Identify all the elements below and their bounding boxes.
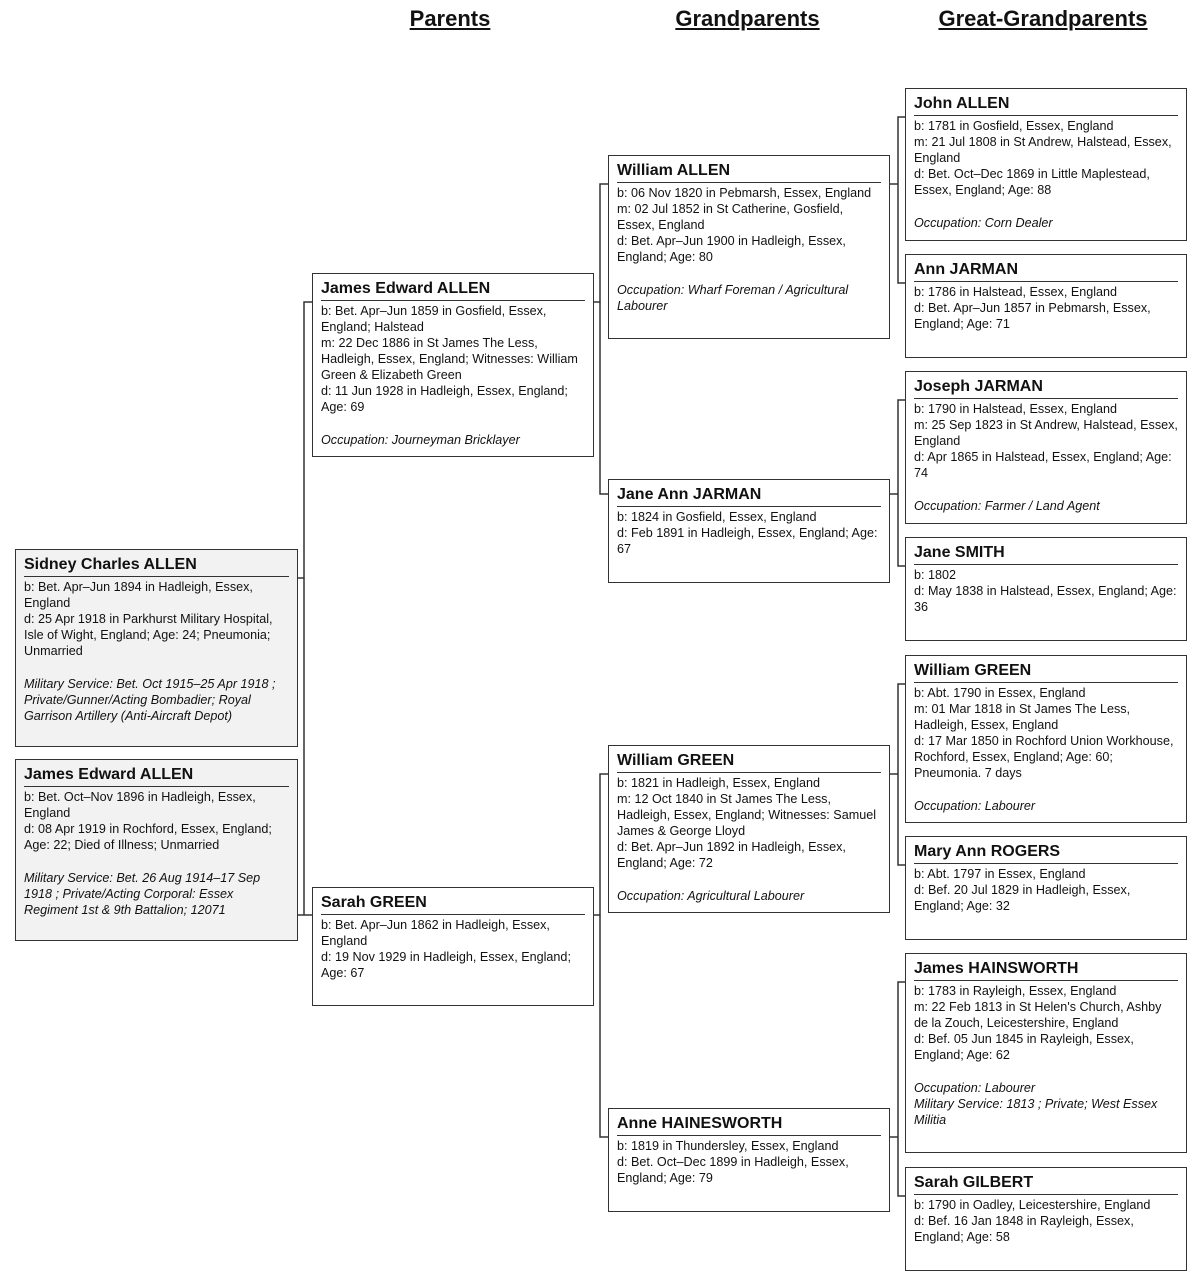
birth-line: b: 1790 in Halstead, Essex, England (914, 402, 1118, 416)
birth-line: b: Bet. Oct–Nov 1896 in Hadleigh, Essex, England (24, 790, 256, 820)
person-card-sarah-gilbert[interactable] (905, 1167, 1187, 1271)
occupation-note: Occupation: Labourer (914, 799, 1036, 813)
death-line: d: Bef. 20 Jul 1829 in Hadleigh, Essex, England; Age: 32 (914, 883, 1131, 913)
death-line: d: Apr 1865 in Halstead, Essex, England; Age: 74 (914, 450, 1172, 480)
heading-parents: Parents (409, 6, 491, 31)
birth-line: b: Abt. 1797 in Essex, England (914, 867, 1086, 881)
death-line: d: 19 Nov 1929 in Hadleigh, Essex, England; Age: 67 (321, 950, 571, 980)
person-name: William ALLEN (617, 162, 881, 183)
marriage-line: m: 01 Mar 1818 in St James The Less, Hadleigh, Essex, England (914, 702, 1131, 732)
occupation-note: Occupation: Journeyman Bricklayer (321, 433, 520, 447)
person-card-james-edward-allen-father[interactable] (312, 273, 594, 457)
birth-line: b: 1824 in Gosfield, Essex, England (617, 510, 817, 524)
death-line: d: 25 Apr 1918 in Parkhurst Military Hospital, Isle of Wight, England; Age: 24; Pneumonia; Unmarried (24, 612, 273, 658)
death-line: d: Bet. Oct–Dec 1899 in Hadleigh, Essex, England; Age: 79 (617, 1155, 849, 1185)
person-card-james-edward-allen-son[interactable] (15, 759, 298, 941)
person-name: William GREEN (914, 662, 1178, 683)
birth-line: b: Bet. Apr–Jun 1862 in Hadleigh, Essex, England (321, 918, 550, 948)
person-card-james-hainsworth[interactable] (905, 953, 1187, 1153)
person-card-john-allen[interactable] (905, 88, 1187, 241)
person-card-mary-ann-rogers[interactable] (905, 836, 1187, 940)
birth-line: b: 1783 in Rayleigh, Essex, England (914, 984, 1117, 998)
person-card-william-green-grandparent[interactable] (608, 745, 890, 913)
heading-great-grandparents: Great-Grandparents (938, 6, 1148, 31)
person-name: Sarah GILBERT (914, 1174, 1178, 1195)
birth-line: b: Bet. Apr–Jun 1859 in Gosfield, Essex, England; Halstead (321, 304, 547, 334)
person-name: William GREEN (617, 752, 881, 773)
person-name: Ann JARMAN (914, 261, 1178, 282)
birth-line: b: 06 Nov 1820 in Pebmarsh, Essex, England (617, 186, 872, 200)
death-line: d: Bet. Apr–Jun 1892 in Hadleigh, Essex, England; Age: 72 (617, 840, 846, 870)
person-name: Joseph JARMAN (914, 378, 1178, 399)
person-card-sidney-charles-allen[interactable] (15, 549, 298, 747)
person-card-william-green-great-grandparent[interactable] (905, 655, 1187, 823)
heading-grandparents: Grandparents (675, 6, 820, 31)
death-line: d: 11 Jun 1928 in Hadleigh, Essex, England; Age: 69 (321, 384, 568, 414)
person-name: Jane Ann JARMAN (617, 486, 881, 507)
occupation-note: Occupation: Farmer / Land Agent (914, 499, 1100, 513)
person-card-joseph-jarman[interactable] (905, 371, 1187, 524)
birth-line: b: Abt. 1790 in Essex, England (914, 686, 1086, 700)
person-name: Sidney Charles ALLEN (24, 556, 289, 577)
person-name: Mary Ann ROGERS (914, 843, 1178, 864)
person-name: John ALLEN (914, 95, 1178, 116)
death-line: d: 17 Mar 1850 in Rochford Union Workhouse, Rochford, Essex, England; Age: 60; Pneumonia. 7 days (914, 734, 1174, 780)
person-card-anne-hainesworth[interactable] (608, 1108, 890, 1212)
death-line: d: Bet. Apr–Jun 1857 in Pebmarsh, Essex, England; Age: 71 (914, 301, 1151, 331)
connector-mother-anne-hainesworth (600, 915, 616, 1137)
person-card-ann-jarman[interactable] (905, 254, 1187, 358)
occupation-note: Occupation: Labourer (914, 1081, 1036, 1095)
birth-line: b: Bet. Apr–Jun 1894 in Hadleigh, Essex, England (24, 580, 253, 610)
person-name: James HAINSWORTH (914, 960, 1178, 981)
death-line: d: Bet. Apr–Jun 1900 in Hadleigh, Essex, England; Age: 80 (617, 234, 846, 264)
death-line: d: Bet. Oct–Dec 1869 in Little Maplestead, Essex, England; Age: 88 (914, 167, 1150, 197)
death-line: d: Bef. 05 Jun 1845 in Rayleigh, Essex, England; Age: 62 (914, 1032, 1134, 1062)
marriage-line: m: 21 Jul 1808 in St Andrew, Halstead, Essex, England (914, 135, 1172, 165)
birth-line: b: 1786 in Halstead, Essex, England (914, 285, 1118, 299)
birth-line: b: 1821 in Hadleigh, Essex, England (617, 776, 821, 790)
marriage-line: m: 22 Feb 1813 in St Helen's Church, Ashby de la Zouch, Leicestershire, England (914, 1000, 1162, 1030)
occupation-note: Occupation: Agricultural Labourer (617, 889, 805, 903)
marriage-line: m: 22 Dec 1886 in St James The Less, Hadleigh, Essex, England; Witnesses: William Green & Elizabeth Green (321, 336, 578, 382)
occupation-note: Occupation: Corn Dealer (914, 216, 1053, 230)
person-card-jane-ann-jarman[interactable] (608, 479, 890, 583)
person-card-william-allen[interactable] (608, 155, 890, 339)
person-card-jane-smith[interactable] (905, 537, 1187, 641)
person-name: James Edward ALLEN (24, 766, 289, 787)
person-name: James Edward ALLEN (321, 280, 585, 301)
death-line: d: Feb 1891 in Hadleigh, Essex, England; Age: 67 (617, 526, 878, 556)
marriage-line: m: 12 Oct 1840 in St James The Less, Hadleigh, Essex, England; Witnesses: Samuel James & George Lloyd (617, 792, 877, 838)
death-line: d: Bef. 16 Jan 1848 in Rayleigh, Essex, England; Age: 58 (914, 1214, 1134, 1244)
military-service-note: Military Service: Bet. 26 Aug 1914–17 Sep 1918 ; Private/Acting Corporal: Essex Regiment 1st & 9th Battalion; 12071 (24, 871, 261, 917)
military-service-note: Military Service: 1813 ; Private; West Essex Militia (914, 1097, 1158, 1127)
birth-line: b: 1802 (914, 568, 957, 582)
person-name: Jane SMITH (914, 544, 1178, 565)
marriage-line: m: 25 Sep 1823 in St Andrew, Halstead, Essex, England (914, 418, 1178, 448)
birth-line: b: 1790 in Oadley, Leicestershire, England (914, 1198, 1151, 1212)
death-line: d: 08 Apr 1919 in Rochford, Essex, England; Age: 22; Died of Illness; Unmarried (24, 822, 272, 852)
occupation-note: Occupation: Wharf Foreman / Agricultural Labourer (617, 283, 849, 313)
birth-line: b: 1781 in Gosfield, Essex, England (914, 119, 1114, 133)
military-service-note: Military Service: Bet. Oct 1915–25 Apr 1918 ; Private/Gunner/Acting Bombadier; Royal Garrison Artillery (Anti-Aircraft Depot) (24, 677, 276, 723)
birth-line: b: 1819 in Thundersley, Essex, England (617, 1139, 839, 1153)
person-name: Anne HAINESWORTH (617, 1115, 881, 1136)
person-card-sarah-green[interactable] (312, 887, 594, 1006)
person-name: Sarah GREEN (321, 894, 585, 915)
death-line: d: May 1838 in Halstead, Essex, England; Age: 36 (914, 584, 1177, 614)
marriage-line: m: 02 Jul 1852 in St Catherine, Gosfield, Essex, England (617, 202, 844, 232)
